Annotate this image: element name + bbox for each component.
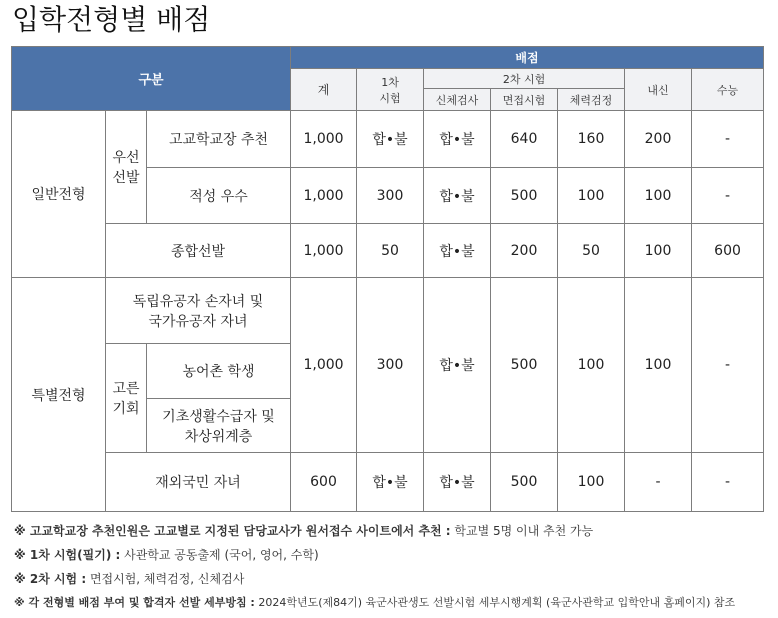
cell-interview: 200 xyxy=(491,224,558,278)
notes xyxy=(14,522,735,618)
header-first-exam-line2: 시험 xyxy=(379,91,401,105)
note-key: ※ 2차 시험 : xyxy=(14,572,87,586)
cell-first: 합•불 xyxy=(357,453,424,512)
row-name-patriot xyxy=(106,278,291,344)
header-baejeom: 배점 xyxy=(291,47,764,69)
cell-total: 1,000 xyxy=(291,168,357,224)
score-table xyxy=(11,46,764,512)
equal-line2: 기회 xyxy=(112,401,140,417)
cell-total: 600 xyxy=(291,453,357,512)
cell-interview: 500 xyxy=(491,168,558,224)
cell-naesin: 100 xyxy=(625,278,692,453)
cell-total: 1,000 xyxy=(291,278,357,453)
patriot-line2: 국가유공자 자녀 xyxy=(148,313,248,330)
equal-opportunity-label xyxy=(106,344,147,453)
cell-fitness: 50 xyxy=(558,224,625,278)
note-item xyxy=(14,594,735,618)
header-second-exam: 2차 시험 xyxy=(424,69,625,89)
cell-physical: 합•불 xyxy=(424,453,491,512)
cell-physical: 합•불 xyxy=(424,278,491,453)
cell-suneung: - xyxy=(692,278,764,453)
special-admission-label: 특별전형 xyxy=(12,278,106,512)
header-first-exam-line1: 1차 xyxy=(381,75,399,89)
note-item xyxy=(14,570,735,594)
cell-fitness: 100 xyxy=(558,168,625,224)
note-text: 사관학교 공동출제 (국어, 영어, 수학) xyxy=(120,548,319,562)
header-gubun: 구분 xyxy=(12,47,291,111)
header-physical: 신체검사 xyxy=(424,89,491,111)
note-item xyxy=(14,546,735,570)
cell-first: 300 xyxy=(357,278,424,453)
cell-suneung: - xyxy=(692,168,764,224)
cell-total: 1,000 xyxy=(291,224,357,278)
cell-physical: 합•불 xyxy=(424,111,491,168)
header-naesin: 내신 xyxy=(625,69,692,111)
note-key: ※ 고교학교장 추천인원은 고교별로 지정된 담당교사가 원서접수 사이트에서 추천 : xyxy=(14,524,451,538)
cell-interview: 500 xyxy=(491,278,558,453)
header-interview: 면접시험 xyxy=(491,89,558,111)
cell-naesin: - xyxy=(625,453,692,512)
patriot-line1: 독립유공자 손자녀 및 xyxy=(132,293,264,310)
row-name: 적성 우수 xyxy=(147,168,291,224)
cell-fitness: 100 xyxy=(558,278,625,453)
cell-naesin: 200 xyxy=(625,111,692,168)
cell-suneung: - xyxy=(692,111,764,168)
row-name: 농어촌 학생 xyxy=(147,344,291,399)
note-key: ※ 1차 시험(필기) : xyxy=(14,548,121,562)
cell-first: 합•불 xyxy=(357,111,424,168)
note-text: 학교별 5명 이내 추천 가능 xyxy=(450,524,594,538)
cell-naesin: 100 xyxy=(625,168,692,224)
cell-physical: 합•불 xyxy=(424,224,491,278)
cell-interview: 500 xyxy=(491,453,558,512)
basic-line1: 기초생활수급자 및 xyxy=(162,408,275,425)
cell-interview: 640 xyxy=(491,111,558,168)
cell-physical: 합•불 xyxy=(424,168,491,224)
row-name: 종합선발 xyxy=(106,224,291,278)
general-admission-label: 일반전형 xyxy=(12,111,106,278)
priority-selection-label xyxy=(106,111,147,224)
table-row xyxy=(12,111,764,168)
header-fitness: 체력검정 xyxy=(558,89,625,111)
cell-suneung: - xyxy=(692,453,764,512)
cell-suneung: 600 xyxy=(692,224,764,278)
header-first-exam xyxy=(357,69,424,111)
basic-line2: 차상위계층 xyxy=(184,428,253,445)
header-total: 계 xyxy=(291,69,357,111)
table-row xyxy=(12,278,764,344)
cell-fitness: 160 xyxy=(558,111,625,168)
cell-total: 1,000 xyxy=(291,111,357,168)
note-item xyxy=(14,522,735,546)
equal-line1: 고른 xyxy=(112,381,140,397)
cell-fitness: 100 xyxy=(558,453,625,512)
row-name: 고교학교장 추천 xyxy=(147,111,291,168)
cell-naesin: 100 xyxy=(625,224,692,278)
row-name-basic xyxy=(147,399,291,453)
priority-line2: 선발 xyxy=(112,170,140,186)
table-row xyxy=(12,453,764,512)
row-name: 재외국민 자녀 xyxy=(106,453,291,512)
priority-line1: 우선 xyxy=(112,150,140,166)
table-row xyxy=(12,224,764,278)
page-title: 입학전형별 배점 xyxy=(12,3,211,36)
cell-first: 300 xyxy=(357,168,424,224)
header-suneung: 수능 xyxy=(692,69,764,111)
cell-first: 50 xyxy=(357,224,424,278)
note-text: 면접시험, 체력검정, 신체검사 xyxy=(86,572,245,586)
note-key: ※ 각 전형별 배점 부여 및 합격자 선발 세부방침 : xyxy=(14,596,255,609)
note-text: 2024학년도(제84기) 육군사관생도 선발시험 세부시행계획 (육군사관학교 입학안내 홈페이지) 참조 xyxy=(254,596,736,609)
